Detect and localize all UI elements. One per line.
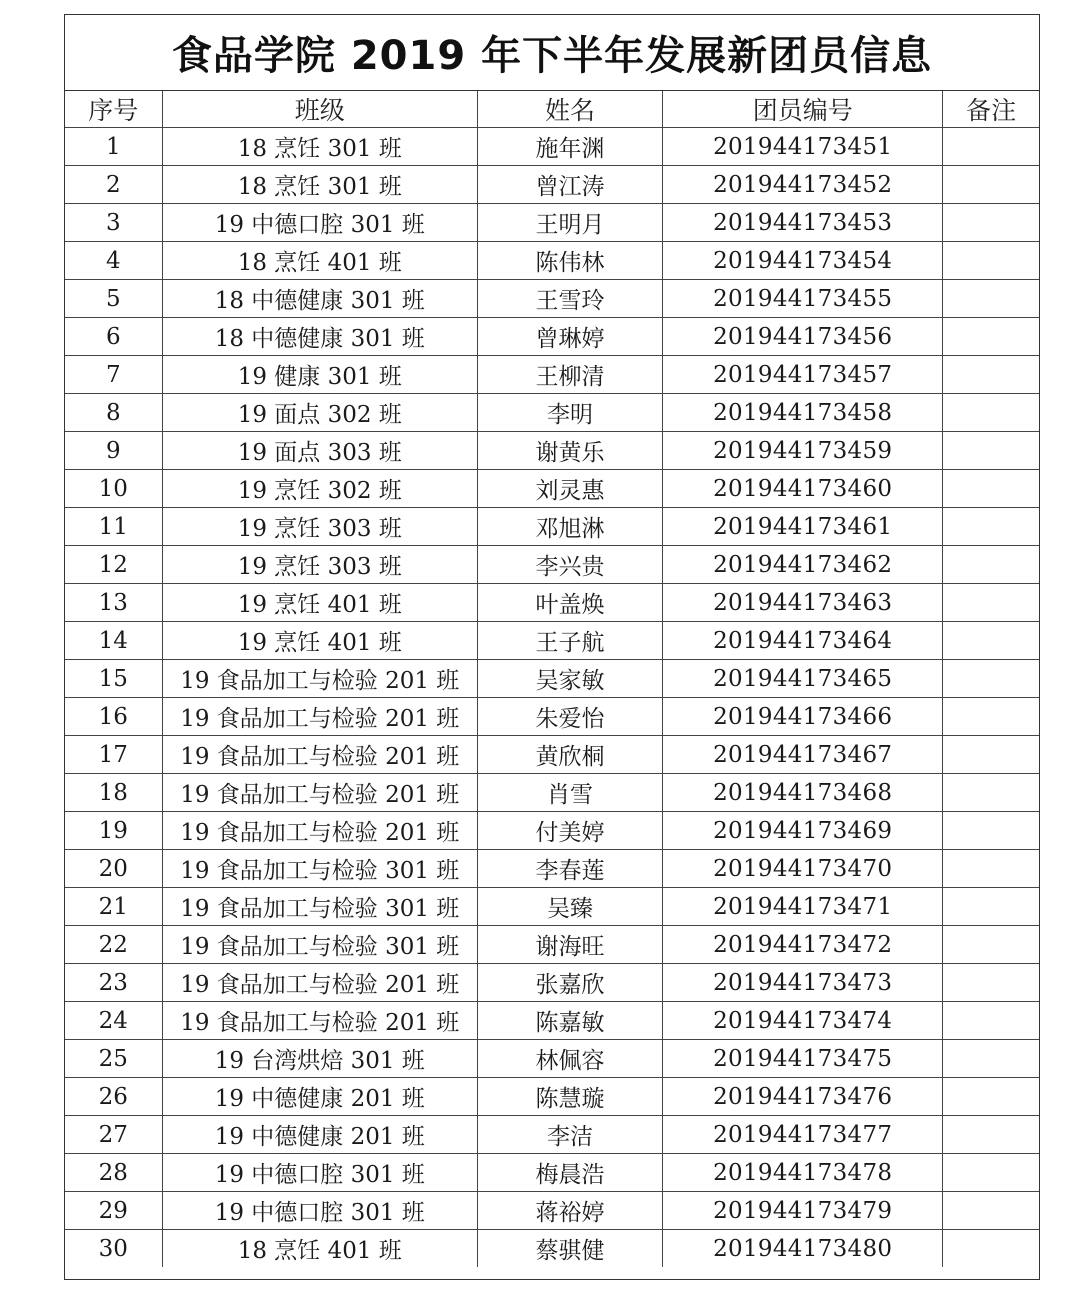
cell-name: 林佩容 [477, 1040, 662, 1078]
cell-note [943, 1078, 1039, 1116]
cell-name: 王子航 [477, 622, 662, 660]
table-row [65, 660, 1039, 698]
table-row [65, 356, 1039, 394]
cell-note [943, 584, 1039, 622]
cell-no: 2 [65, 166, 162, 204]
table-row [65, 508, 1039, 546]
table-row [65, 888, 1039, 926]
cell-note [943, 166, 1039, 204]
cell-class: 18 中德健康 301 班 [162, 280, 477, 318]
cell-member-id: 201944173478 [663, 1154, 943, 1192]
cell-class: 19 烹饪 401 班 [162, 584, 477, 622]
cell-class: 19 烹饪 303 班 [162, 546, 477, 584]
cell-class: 19 烹饪 302 班 [162, 470, 477, 508]
cell-note [943, 698, 1039, 736]
cell-name: 陈慧璇 [477, 1078, 662, 1116]
cell-class: 19 烹饪 303 班 [162, 508, 477, 546]
cell-note [943, 318, 1039, 356]
cell-member-id: 201944173453 [663, 204, 943, 242]
cell-note [943, 850, 1039, 888]
cell-class: 18 烹饪 301 班 [162, 128, 477, 166]
table-row [65, 166, 1039, 204]
cell-class: 19 食品加工与检验 201 班 [162, 812, 477, 850]
table-row [65, 394, 1039, 432]
cell-member-id: 201944173471 [663, 888, 943, 926]
cell-no: 15 [65, 660, 162, 698]
cell-member-id: 201944173461 [663, 508, 943, 546]
cell-no: 26 [65, 1078, 162, 1116]
cell-class: 19 食品加工与检验 301 班 [162, 888, 477, 926]
table-row [65, 1192, 1039, 1230]
cell-member-id: 201944173455 [663, 280, 943, 318]
cell-class: 19 台湾烘焙 301 班 [162, 1040, 477, 1078]
cell-note [943, 432, 1039, 470]
cell-note [943, 394, 1039, 432]
cell-note [943, 812, 1039, 850]
cell-class: 19 食品加工与检验 201 班 [162, 660, 477, 698]
cell-member-id: 201944173476 [663, 1078, 943, 1116]
cell-no: 6 [65, 318, 162, 356]
table-row [65, 242, 1039, 280]
cell-name: 陈伟林 [477, 242, 662, 280]
cell-no: 20 [65, 850, 162, 888]
cell-name: 曾琳婷 [477, 318, 662, 356]
table-row [65, 1078, 1039, 1116]
cell-member-id: 201944173474 [663, 1002, 943, 1040]
cell-name: 梅晨浩 [477, 1154, 662, 1192]
cell-class: 19 中德口腔 301 班 [162, 1154, 477, 1192]
cell-class: 19 健康 301 班 [162, 356, 477, 394]
cell-no: 10 [65, 470, 162, 508]
cell-member-id: 201944173454 [663, 242, 943, 280]
cell-note [943, 964, 1039, 1002]
cell-member-id: 201944173475 [663, 1040, 943, 1078]
document-title: 食品学院 2019 年下半年发展新团员信息 [65, 15, 1039, 91]
cell-member-id: 201944173477 [663, 1116, 943, 1154]
cell-no: 28 [65, 1154, 162, 1192]
cell-class: 19 食品加工与检验 301 班 [162, 926, 477, 964]
cell-member-id: 201944173463 [663, 584, 943, 622]
cell-class: 19 面点 302 班 [162, 394, 477, 432]
cell-class: 19 食品加工与检验 201 班 [162, 736, 477, 774]
cell-name: 肖雪 [477, 774, 662, 812]
table-body [65, 128, 1039, 1268]
cell-no: 22 [65, 926, 162, 964]
cell-class: 19 面点 303 班 [162, 432, 477, 470]
cell-name: 付美婷 [477, 812, 662, 850]
cell-name: 李春莲 [477, 850, 662, 888]
cell-member-id: 201944173469 [663, 812, 943, 850]
table-row [65, 128, 1039, 166]
table-row [65, 774, 1039, 812]
table-row [65, 1230, 1039, 1268]
cell-note [943, 1116, 1039, 1154]
cell-member-id: 201944173467 [663, 736, 943, 774]
cell-member-id: 201944173480 [663, 1230, 943, 1268]
table-row [65, 698, 1039, 736]
cell-no: 14 [65, 622, 162, 660]
cell-member-id: 201944173468 [663, 774, 943, 812]
cell-member-id: 201944173459 [663, 432, 943, 470]
header-class: 班级 [162, 91, 477, 128]
cell-class: 19 中德健康 201 班 [162, 1116, 477, 1154]
cell-member-id: 201944173451 [663, 128, 943, 166]
cell-name: 朱爱怡 [477, 698, 662, 736]
cell-note [943, 660, 1039, 698]
table-row [65, 1040, 1039, 1078]
cell-class: 18 烹饪 301 班 [162, 166, 477, 204]
member-table [65, 91, 1039, 1267]
cell-name: 刘灵惠 [477, 470, 662, 508]
cell-class: 19 中德口腔 301 班 [162, 1192, 477, 1230]
cell-note [943, 204, 1039, 242]
table-row [65, 470, 1039, 508]
cell-note [943, 1154, 1039, 1192]
cell-no: 19 [65, 812, 162, 850]
cell-member-id: 201944173462 [663, 546, 943, 584]
table-row [65, 432, 1039, 470]
cell-no: 1 [65, 128, 162, 166]
cell-no: 7 [65, 356, 162, 394]
cell-name: 吴臻 [477, 888, 662, 926]
cell-class: 19 中德健康 201 班 [162, 1078, 477, 1116]
cell-no: 17 [65, 736, 162, 774]
cell-no: 23 [65, 964, 162, 1002]
cell-member-id: 201944173470 [663, 850, 943, 888]
cell-member-id: 201944173456 [663, 318, 943, 356]
cell-member-id: 201944173458 [663, 394, 943, 432]
cell-name: 施年渊 [477, 128, 662, 166]
cell-no: 27 [65, 1116, 162, 1154]
cell-note [943, 1192, 1039, 1230]
cell-no: 3 [65, 204, 162, 242]
cell-class: 19 食品加工与检验 201 班 [162, 964, 477, 1002]
cell-no: 5 [65, 280, 162, 318]
table-row [65, 546, 1039, 584]
cell-name: 李明 [477, 394, 662, 432]
cell-member-id: 201944173466 [663, 698, 943, 736]
header-member-id: 团员编号 [663, 91, 943, 128]
cell-member-id: 201944173473 [663, 964, 943, 1002]
table-row [65, 280, 1039, 318]
cell-note [943, 622, 1039, 660]
cell-no: 16 [65, 698, 162, 736]
table-row [65, 850, 1039, 888]
cell-no: 11 [65, 508, 162, 546]
cell-no: 29 [65, 1192, 162, 1230]
cell-name: 陈嘉敏 [477, 1002, 662, 1040]
cell-note [943, 546, 1039, 584]
header-name: 姓名 [477, 91, 662, 128]
cell-name: 张嘉欣 [477, 964, 662, 1002]
cell-member-id: 201944173479 [663, 1192, 943, 1230]
table-row [65, 736, 1039, 774]
cell-member-id: 201944173457 [663, 356, 943, 394]
table-row [65, 584, 1039, 622]
cell-class: 19 食品加工与检验 201 班 [162, 774, 477, 812]
table-row [65, 1154, 1039, 1192]
cell-note [943, 888, 1039, 926]
table-row [65, 318, 1039, 356]
cell-name: 曾江涛 [477, 166, 662, 204]
cell-name: 王雪玲 [477, 280, 662, 318]
cell-name: 叶盖焕 [477, 584, 662, 622]
cell-note [943, 508, 1039, 546]
cell-no: 12 [65, 546, 162, 584]
cell-name: 吴家敏 [477, 660, 662, 698]
cell-note [943, 1040, 1039, 1078]
cell-note [943, 242, 1039, 280]
cell-note [943, 1002, 1039, 1040]
cell-note [943, 280, 1039, 318]
cell-no: 25 [65, 1040, 162, 1078]
cell-no: 13 [65, 584, 162, 622]
cell-name: 王明月 [477, 204, 662, 242]
table-row [65, 1116, 1039, 1154]
cell-name: 蒋裕婷 [477, 1192, 662, 1230]
cell-note [943, 774, 1039, 812]
cell-name: 李兴贵 [477, 546, 662, 584]
cell-member-id: 201944173465 [663, 660, 943, 698]
cell-member-id: 201944173460 [663, 470, 943, 508]
cell-no: 24 [65, 1002, 162, 1040]
table-row [65, 622, 1039, 660]
cell-name: 蔡骐健 [477, 1230, 662, 1268]
cell-note [943, 1230, 1039, 1268]
cell-class: 18 烹饪 401 班 [162, 1230, 477, 1268]
table-row [65, 926, 1039, 964]
cell-class: 19 食品加工与检验 201 班 [162, 698, 477, 736]
cell-no: 21 [65, 888, 162, 926]
cell-no: 4 [65, 242, 162, 280]
cell-name: 黄欣桐 [477, 736, 662, 774]
table-row [65, 1002, 1039, 1040]
header-note: 备注 [943, 91, 1039, 128]
cell-name: 王柳清 [477, 356, 662, 394]
cell-note [943, 356, 1039, 394]
cell-class: 18 烹饪 401 班 [162, 242, 477, 280]
cell-name: 邓旭淋 [477, 508, 662, 546]
cell-no: 30 [65, 1230, 162, 1268]
table-row [65, 812, 1039, 850]
header-no: 序号 [65, 91, 162, 128]
cell-name: 谢黄乐 [477, 432, 662, 470]
cell-no: 18 [65, 774, 162, 812]
cell-member-id: 201944173452 [663, 166, 943, 204]
cell-no: 9 [65, 432, 162, 470]
table-row [65, 964, 1039, 1002]
cell-class: 19 烹饪 401 班 [162, 622, 477, 660]
cell-class: 19 食品加工与检验 201 班 [162, 1002, 477, 1040]
cell-note [943, 926, 1039, 964]
cell-name: 李洁 [477, 1116, 662, 1154]
cell-class: 19 中德口腔 301 班 [162, 204, 477, 242]
cell-class: 19 食品加工与检验 301 班 [162, 850, 477, 888]
cell-note [943, 128, 1039, 166]
member-info-sheet [64, 14, 1040, 1280]
cell-member-id: 201944173472 [663, 926, 943, 964]
cell-note [943, 470, 1039, 508]
cell-name: 谢海旺 [477, 926, 662, 964]
cell-member-id: 201944173464 [663, 622, 943, 660]
table-row [65, 204, 1039, 242]
cell-class: 18 中德健康 301 班 [162, 318, 477, 356]
cell-no: 8 [65, 394, 162, 432]
table-header-row [65, 91, 1039, 128]
cell-note [943, 736, 1039, 774]
